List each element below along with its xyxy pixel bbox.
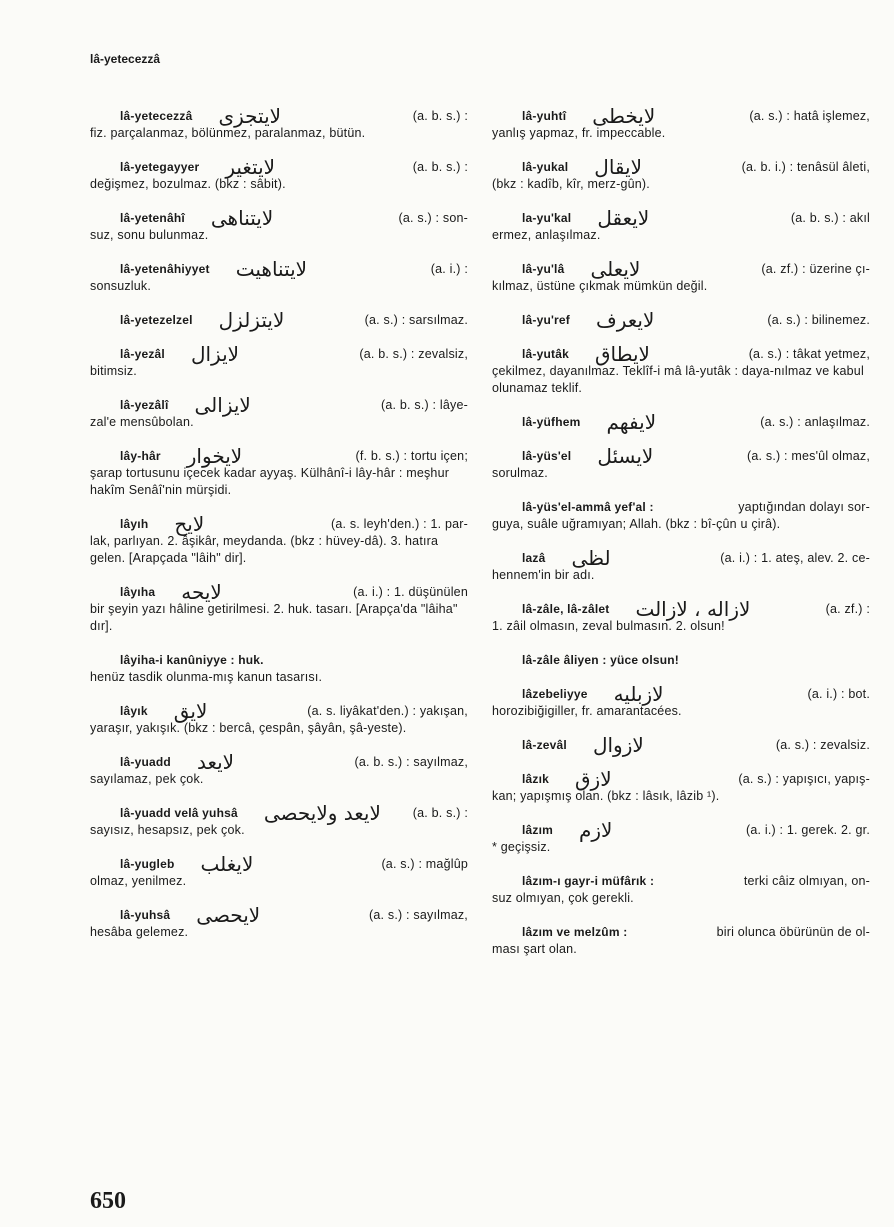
headword: lâ-zâle âliyen : yüce olsun! [522, 653, 679, 667]
dictionary-entry [90, 308, 468, 332]
definition: sayısız, hesapsız, pek çok. [90, 823, 245, 837]
entry-grammar: (a. s.) : hatâ işlemez, [749, 109, 870, 123]
dictionary-entry [492, 444, 870, 482]
dictionary-entry [90, 393, 468, 431]
definition: * geçişsiz. [492, 840, 551, 854]
entry-grammar: (a. b. s.) : [412, 109, 468, 123]
definition: henüz tasdik olunma-mış kanun tasarısı. [90, 670, 323, 684]
dictionary-entry [90, 903, 468, 941]
dictionary-entry [90, 155, 468, 193]
headword: lâzebeliyye [522, 687, 588, 701]
definition: ermez, anlaşılmaz. [492, 228, 601, 242]
arabic-script: لايتغير [225, 155, 276, 179]
dictionary-entry [90, 257, 468, 295]
entry-grammar: (a. i.) : 1. ateş, alev. 2. ce- [720, 551, 870, 565]
headword: lâ-yuhtî [522, 109, 567, 123]
arabic-script: لايتزلزل [218, 308, 285, 332]
dictionary-entry [492, 206, 870, 244]
definition: hesâba gelemez. [90, 925, 189, 939]
arabic-script: لايتناهيت [235, 257, 308, 281]
headword: lâ-yuadd velâ yuhsâ [120, 806, 238, 820]
definition: kan; yapışmış olan. (bkz : lâsık, lâzib ¹). [492, 789, 720, 803]
arabic-script: لايغلب [200, 852, 254, 876]
dictionary-entry [90, 652, 468, 686]
arabic-script: لايعرف [596, 308, 655, 332]
dictionary-entry [90, 750, 468, 788]
arabic-script: لايخوار [186, 444, 243, 468]
entry-grammar: terki câiz olmıyan, on- [743, 874, 870, 888]
arabic-script: لايعد [196, 750, 235, 774]
headword: lâ-yetezelzel [120, 313, 193, 327]
definition: zal'e mensûbolan. [90, 415, 194, 429]
entry-grammar: (a. s.) : mağlûp [381, 857, 468, 871]
entry-grammar: (a. s. leyh'den.) : 1. par- [330, 517, 468, 531]
headword: lây-hâr [120, 449, 161, 463]
dictionary-entry [492, 733, 870, 757]
headword: lâ-yezâl [120, 347, 165, 361]
entry-grammar: (a. s.) : sarsılmaz. [364, 313, 468, 327]
definition: suz olmıyan, çok gerekli. [492, 891, 634, 905]
dictionary-entry [492, 342, 870, 397]
arabic-script: لازاله ، لازالت [635, 597, 751, 621]
definition: çekilmez, dayanılmaz. Teklîf-i mâ lâ-yutâk : daya-nılmaz ve kabul olunamaz teklif. [492, 364, 864, 395]
definition: değişmez, bozulmaz. (bkz : sâbit). [90, 177, 286, 191]
arabic-script: لايزال [190, 342, 240, 366]
arabic-script: لايق [173, 699, 208, 723]
dictionary-entry [90, 580, 468, 635]
dictionary-entry [492, 818, 870, 856]
arabic-script: لايزالى [194, 393, 251, 417]
definition: şarap tortusunu içecek kadar ayyaş. Külhânî-i lây-hâr : meşhur hakîm Senâî'nin mürşidi. [90, 466, 450, 497]
entry-grammar: (a. s. liyâkat'den.) : yakışan, [307, 704, 468, 718]
arabic-script: لايطاق [594, 342, 650, 366]
dictionary-entry [492, 499, 870, 533]
dictionary-entry [492, 257, 870, 295]
definition: sayılamaz, pek çok. [90, 772, 204, 786]
dictionary-entry [492, 924, 870, 958]
headword: lâ-yetecezzâ [120, 109, 193, 123]
headword: lâ-yuhsâ [120, 908, 171, 922]
dictionary-entry [492, 767, 870, 805]
headword: lâzım ve melzûm : [522, 925, 628, 939]
arabic-script: لايتجزى [218, 104, 282, 128]
dictionary-entry [90, 852, 468, 890]
headword: lâ-yugleb [120, 857, 175, 871]
definition: bir şeyin yazı hâline getirilmesi. 2. huk. tasarı. [Arapça'da "lâiha" dır]. [90, 602, 458, 633]
arabic-script: لايسئل [597, 444, 654, 468]
definition: lak, parlıyan. 2. âşikâr, meydanda. (bkz : hüvey-dâ). 3. hatıra gelen. [Arapçada "lâih" dir]. [90, 534, 439, 565]
entry-grammar: (a. s.) : zevalsiz. [775, 738, 870, 752]
definition: (bkz : kadîb, kîr, merz-gûn). [492, 177, 650, 191]
entry-grammar: (a. b. s.) : [412, 806, 468, 820]
entry-grammar: (a. s.) : mes'ûl olmaz, [747, 449, 870, 463]
dictionary-entry [90, 104, 468, 142]
entry-grammar: (f. b. s.) : tortu içen; [355, 449, 468, 463]
headword: lâ-yuadd [120, 755, 171, 769]
entry-grammar: (a. b. s.) : [412, 160, 468, 174]
entry-grammar: (a. b. i.) : tenâsül âleti, [741, 160, 870, 174]
entry-grammar: (a. i.) : [430, 262, 468, 276]
dictionary-entry [90, 444, 468, 499]
headword: lâzım-ı gayr-i müfârık : [522, 874, 655, 888]
arabic-script: لايتناهى [210, 206, 274, 230]
dictionary-entry [492, 104, 870, 142]
dictionary-entry [90, 801, 468, 839]
arabic-script: لازبليه [613, 682, 664, 706]
headword: lâ-zâle, lâ-zâlet [522, 602, 610, 616]
page-number: 650 [90, 1188, 126, 1214]
headword: lâ-yetenâhiyyet [120, 262, 210, 276]
definition: guya, suâle uğramıyan; Allah. (bkz : bî-çûn u çirâ). [492, 517, 781, 531]
definition: yaraşır, yakışık. (bkz : bercâ, çespân, şâyân, şâ-yeste). [90, 721, 407, 735]
definition: horozibiğigiller, fr. amarantacées. [492, 704, 682, 718]
definition: yanlış yapmaz, fr. impeccable. [492, 126, 666, 140]
dictionary-entry [492, 597, 870, 635]
headword: lâ-yezâlî [120, 398, 169, 412]
arabic-script: لظى [571, 546, 611, 570]
headword: lâ-yu'lâ [522, 262, 565, 276]
headword: lâ-yüs'el [522, 449, 572, 463]
definition: suz, sonu bulunmaz. [90, 228, 209, 242]
definition: sonsuzluk. [90, 279, 152, 293]
dictionary-entry [492, 652, 870, 669]
running-header: lâ-yetecezzâ [90, 52, 161, 66]
definition: kılmaz, üstüne çıkmak mümkün değil. [492, 279, 708, 293]
arabic-script: لايعد ولايحصى [263, 801, 381, 825]
dictionary-entry [492, 682, 870, 720]
headword: lâ-yetegayyer [120, 160, 200, 174]
arabic-script: لازق [575, 767, 612, 791]
arabic-script: لايحصى [196, 903, 261, 927]
arabic-script: لايخطى [592, 104, 656, 128]
definition: 1. zâil olmasın, zeval bulmasın. 2. olsun! [492, 619, 725, 633]
entry-grammar: yaptığından dolayı sor- [738, 500, 870, 514]
arabic-script: لايح [174, 512, 205, 536]
headword: lâ-yüs'el-ammâ yef'al : [522, 500, 654, 514]
definition: sorulmaz. [492, 466, 548, 480]
headword: lâyık [120, 704, 148, 718]
arabic-script: لايقال [594, 155, 643, 179]
entry-grammar: (a. s.) : yapışıcı, yapış- [738, 772, 870, 786]
definition: hennem'in bir adı. [492, 568, 595, 582]
headword: lâ-yüfhem [522, 415, 581, 429]
headword: lâzık [522, 772, 550, 786]
dictionary-entry [90, 512, 468, 567]
definition: bitimsiz. [90, 364, 137, 378]
entry-grammar: (a. i.) : 1. düşünülen [353, 585, 468, 599]
dictionary-entry [492, 410, 870, 434]
entry-grammar: (a. b. s.) : zevalsiz, [359, 347, 468, 361]
headword: la-yu'kal [522, 211, 572, 225]
entry-grammar: (a. b. s.) : akıl [790, 211, 870, 225]
entry-grammar: (a. s.) : bilinemez. [767, 313, 870, 327]
headword: lâ-yutâk [522, 347, 569, 361]
arabic-script: لازوال [592, 733, 644, 757]
definition: olmaz, yenilmez. [90, 874, 187, 888]
arabic-script: لازم [579, 818, 613, 842]
headword: lâ-yu'ref [522, 313, 571, 327]
headword: lâyıh [120, 517, 149, 531]
right-column [492, 104, 870, 975]
arabic-script: لايعلى [590, 257, 641, 281]
entry-grammar: (a. s.) : tâkat yetmez, [748, 347, 870, 361]
entry-grammar: biri olunca öbürünün de ol- [716, 925, 870, 939]
entry-grammar: (a. i.) : bot. [807, 687, 870, 701]
entry-grammar: (a. b. s.) : lâye- [381, 398, 468, 412]
entry-grammar: (a. s.) : son- [398, 211, 468, 225]
left-column [90, 104, 468, 958]
arabic-script: لايحه [181, 580, 222, 604]
arabic-script: لايفهم [606, 410, 657, 434]
entry-grammar: (a. b. s.) : sayılmaz, [354, 755, 468, 769]
headword: lâyıha [120, 585, 156, 599]
dictionary-entry [90, 699, 468, 737]
dictionary-entry [492, 546, 870, 584]
definition: fiz. parçalanmaz, bölünmez, paralanmaz, bütün. [90, 126, 366, 140]
dictionary-entry [492, 873, 870, 907]
arabic-script: لايعقل [597, 206, 650, 230]
dictionary-entry [90, 342, 468, 380]
entry-grammar: (a. s.) : anlaşılmaz. [760, 415, 870, 429]
entry-grammar: (a. i.) : 1. gerek. 2. gr. [746, 823, 870, 837]
headword: lâzım [522, 823, 554, 837]
dictionary-entry [492, 155, 870, 193]
headword: lâ-zevâl [522, 738, 567, 752]
entry-grammar: (a. s.) : sayılmaz, [369, 908, 468, 922]
definition: ması şart olan. [492, 942, 577, 956]
headword: lâ-yetenâhî [120, 211, 185, 225]
entry-grammar: (a. zf.) : üzerine çı- [761, 262, 870, 276]
headword: lazâ [522, 551, 546, 565]
dictionary-entry [492, 308, 870, 332]
entry-grammar: (a. zf.) : [825, 602, 870, 616]
headword: lâyiha-i kanûniyye : huk. [120, 653, 264, 667]
dictionary-entry [90, 206, 468, 244]
headword: lâ-yukal [522, 160, 569, 174]
